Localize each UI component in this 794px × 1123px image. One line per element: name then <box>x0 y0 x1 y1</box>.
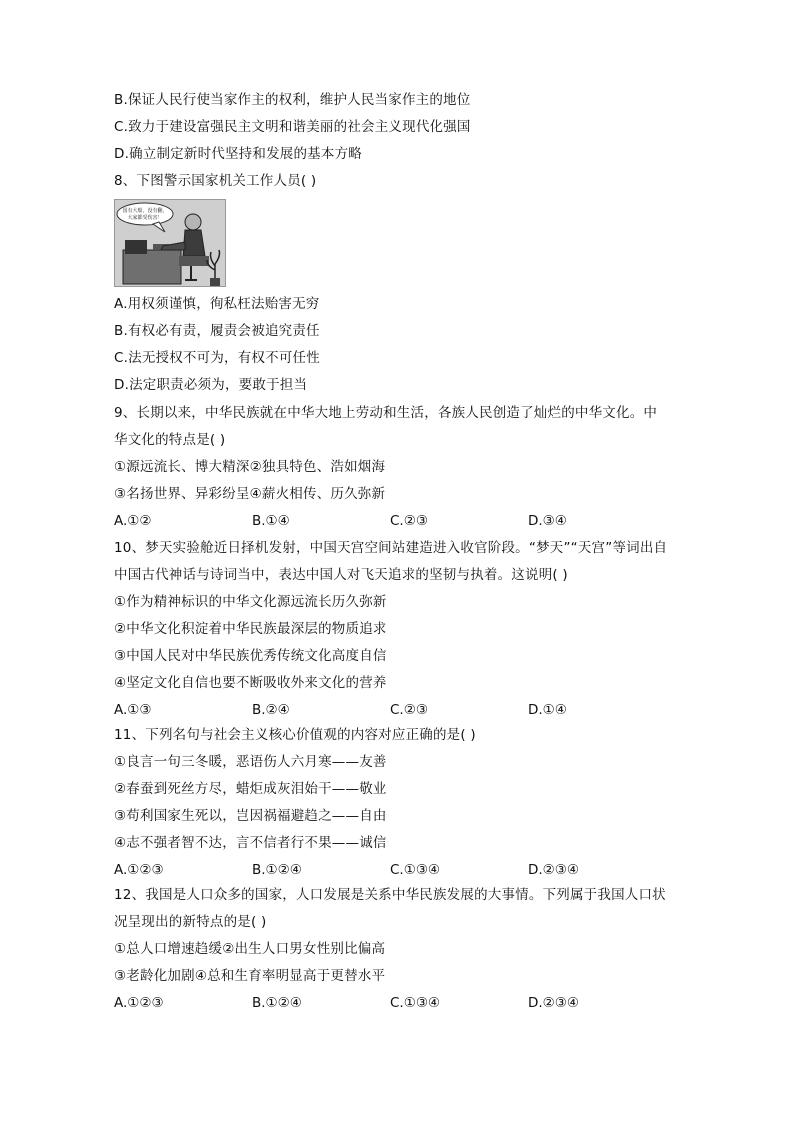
q12-choice-a: A.①②③ <box>114 995 164 1011</box>
q12-stem-line2: 况呈现出的新特点的是( ) <box>114 914 267 930</box>
q10-choice-a: A.①③ <box>114 702 152 718</box>
q7-option-b: B.保证人民行使当家作主的权利，维护人民当家作主的地位 <box>114 92 471 108</box>
q9-stem-line2: 华文化的特点是( ) <box>114 432 226 448</box>
q12-choice-d: D.②③④ <box>528 995 579 1011</box>
q10-statement-1: ①作为精神标识的中华文化源远流长历久弥新 <box>114 594 387 610</box>
q9-statement-line1: ①源远流长、博大精深②独具特色、浩如烟海 <box>114 459 386 475</box>
q10-stem-line2: 中国古代神话与诗词当中，表达中国人对飞天追求的坚韧与执着。这说明( ) <box>114 567 568 583</box>
q11-statement-3: ③苟利国家生死以，岂因祸福避趋之——自由 <box>114 808 387 824</box>
q11-statement-2: ②春蚕到死丝方尽，蜡炬成灰泪始干——敬业 <box>114 781 387 797</box>
q11-statement-1: ①良言一句三冬暖，恶语伤人六月寒——友善 <box>114 754 387 770</box>
q9-choice-c: C.②③ <box>390 513 428 529</box>
q12-statement-line2: ③老龄化加剧④总和生育率明显高于更替水平 <box>114 968 386 984</box>
q9-choice-b: B.①④ <box>252 513 290 529</box>
q10-statement-3: ③中国人民对中华民族优秀传统文化高度自信 <box>114 648 387 664</box>
q7-option-c: C.致力于建设富强民主文明和谐美丽的社会主义现代化强国 <box>114 119 471 135</box>
q11-choice-d: D.②③④ <box>528 862 579 878</box>
q11-statement-4: ④志不强者智不达，言不信者行不果——诚信 <box>114 835 387 851</box>
q8-option-b: B.有权必有责，履责会被追究责任 <box>114 323 320 339</box>
q11-stem: 11、下列名句与社会主义核心价值观的内容对应正确的是( ) <box>114 727 476 743</box>
q10-statement-4: ④坚定文化自信也要不断吸收外来文化的营养 <box>114 675 387 691</box>
q11-choice-a: A.①②③ <box>114 862 164 878</box>
q12-stem-line1: 12、我国是人口众多的国家，人口发展是关系中华民族发展的大事情。下列属于我国人口状 <box>114 887 666 903</box>
q9-choice-a: A.①② <box>114 513 152 529</box>
q8-option-a: A.用权须谨慎，徇私枉法贻害无穷 <box>114 296 320 312</box>
q11-choice-b: B.①②④ <box>252 862 302 878</box>
q8-cartoon-image <box>114 199 226 287</box>
q8-option-d: D.法定职责必须为，要敢于担当 <box>114 377 308 393</box>
q8-stem: 8、下图警示国家机关工作人员( ) <box>114 173 317 189</box>
q9-choice-d: D.③④ <box>528 513 567 529</box>
cartoon-speech-line2: 大家都受伤害！ <box>127 215 163 221</box>
q8-option-c: C.法无授权不可为，有权不可任性 <box>114 350 320 366</box>
q12-statement-line1: ①总人口增速趋缓②出生人口男女性别比偏高 <box>114 941 386 957</box>
q7-option-d: D.确立制定新时代坚持和发展的基本方略 <box>114 146 362 162</box>
q12-choice-c: C.①③④ <box>390 995 441 1011</box>
q10-choice-c: C.②③ <box>390 702 428 718</box>
q10-choice-b: B.②④ <box>252 702 290 718</box>
q9-stem-line1: 9、长期以来，中华民族就在中华大地上劳动和生活，各族人民创造了灿烂的中华文化。中 <box>114 405 658 421</box>
cartoon-illustration <box>115 200 225 286</box>
q11-choice-c: C.①③④ <box>390 862 441 878</box>
q12-choice-b: B.①②④ <box>252 995 302 1011</box>
q10-choice-d: D.①④ <box>528 702 567 718</box>
cartoon-speech-line1: 国有大船，没有翻， <box>122 208 168 214</box>
q9-statement-line2: ③名扬世界、异彩纷呈④薪火相传、历久弥新 <box>114 486 386 502</box>
q10-statement-2: ②中华文化积淀着中华民族最深层的物质追求 <box>114 621 387 637</box>
q10-stem-line1: 10、梦天实验舱近日择机发射，中国天宫空间站建造进入收官阶段。“梦天”“天宫”等词出自 <box>114 540 668 556</box>
